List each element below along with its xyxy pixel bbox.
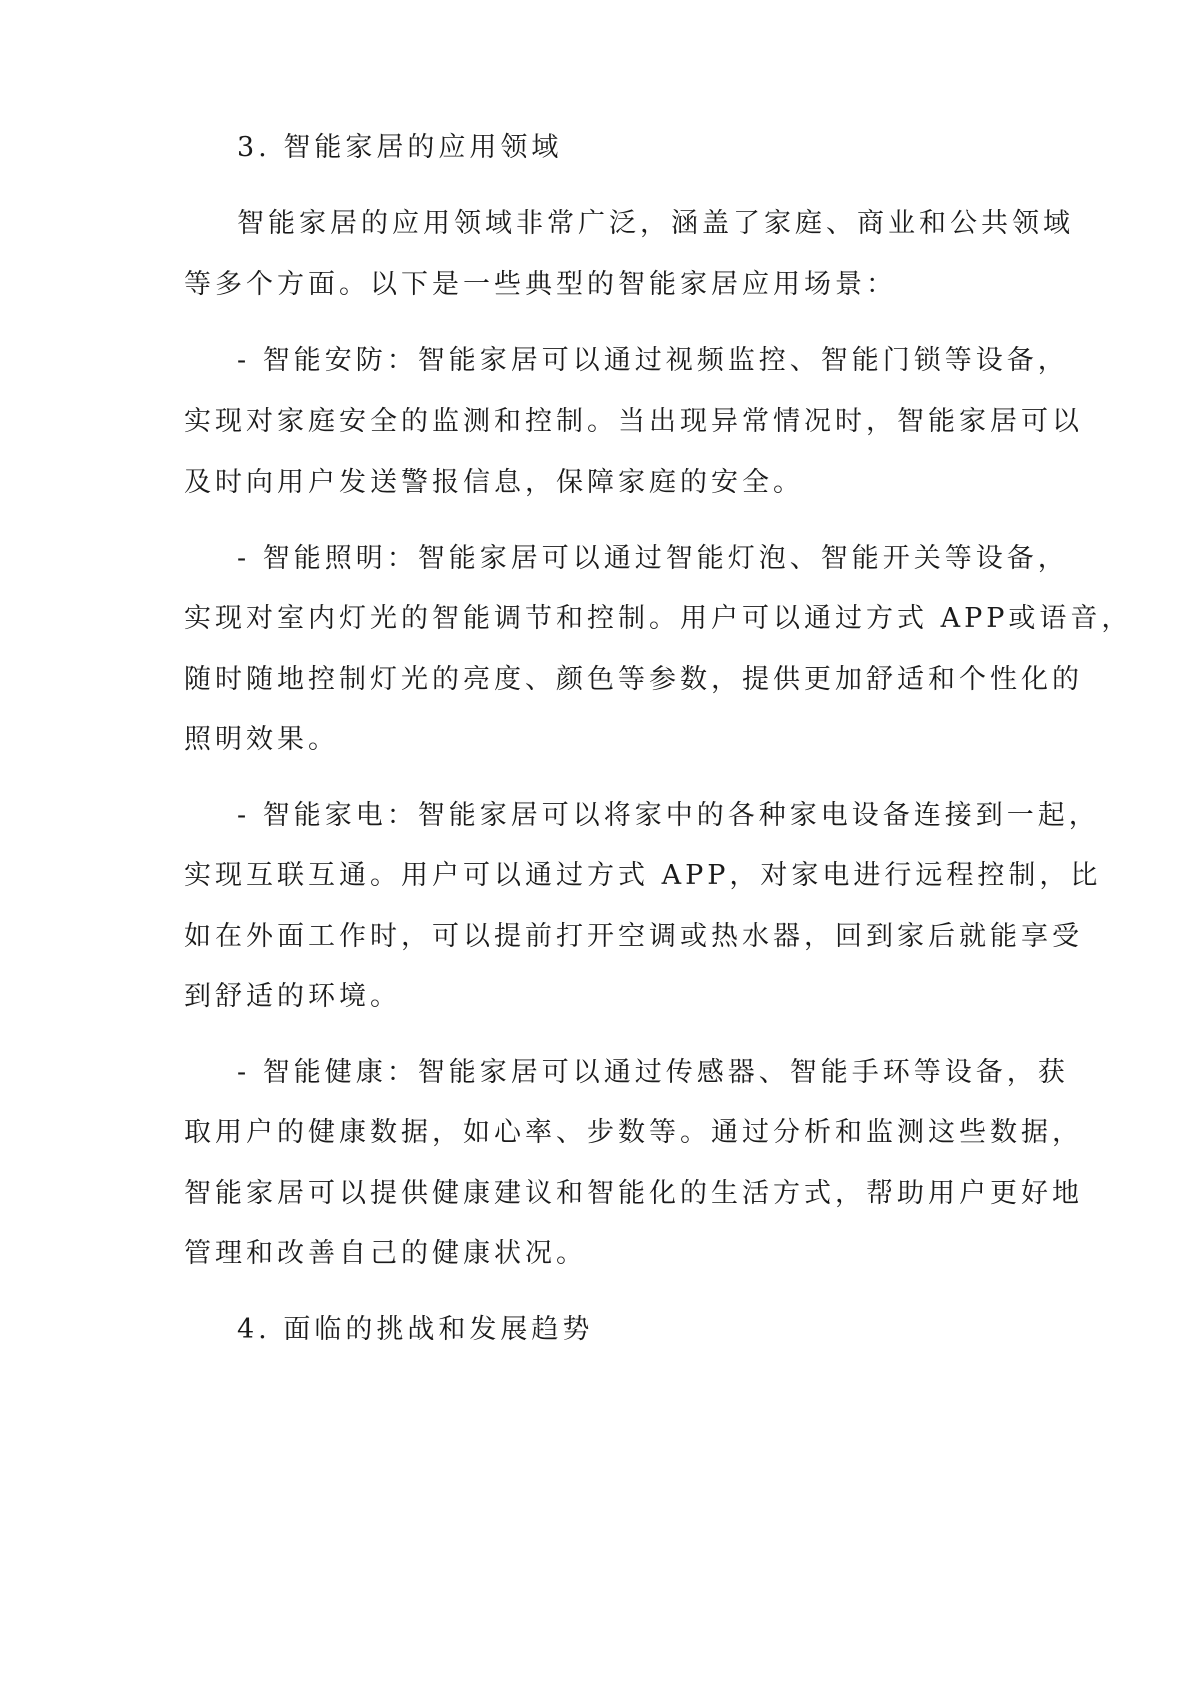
paragraph-line: 随时随地控制灯光的亮度、颜色等参数，提供更加舒适和个性化的	[184, 664, 1083, 695]
paragraph-line: 智能家居可以提供健康建议和智能化的生活方式，帮助用户更好地	[184, 1178, 1083, 1209]
section-heading-4: 4. 面临的挑战和发展趋势	[237, 1314, 594, 1345]
paragraph-line: - 智能家电：智能家居可以将家中的各种家电设备连接到一起，	[237, 800, 1100, 831]
paragraph-line: 及时向用户发送警报信息，保障家庭的安全。	[184, 467, 804, 498]
paragraph-line: 管理和改善自己的健康状况。	[184, 1238, 587, 1269]
paragraph-line: 智能家居的应用领域非常广泛，涵盖了家庭、商业和公共领域	[237, 208, 1074, 239]
paragraph-line: 实现对室内灯光的智能调节和控制。用户可以通过方式 APP或语音，	[184, 603, 1133, 634]
paragraph-line: 照明效果。	[184, 724, 339, 755]
paragraph-line: - 智能健康：智能家居可以通过传感器、智能手环等设备，获	[237, 1057, 1069, 1088]
paragraph-line: 到舒适的环境。	[184, 981, 401, 1012]
section-heading-3: 3. 智能家居的应用领域	[237, 132, 563, 163]
paragraph-line: - 智能照明：智能家居可以通过智能灯泡、智能开关等设备，	[237, 543, 1069, 574]
paragraph-line: 等多个方面。以下是一些典型的智能家居应用场景：	[184, 269, 897, 300]
paragraph-line: - 智能安防：智能家居可以通过视频监控、智能门锁等设备，	[237, 345, 1069, 376]
paragraph-line: 实现对家庭安全的监测和控制。当出现异常情况时，智能家居可以	[184, 406, 1083, 437]
paragraph-line: 取用户的健康数据，如心率、步数等。通过分析和监测这些数据，	[184, 1117, 1083, 1148]
paragraph-line: 实现互联互通。用户可以通过方式 APP，对家电进行远程控制，比	[184, 860, 1102, 891]
paragraph-line: 如在外面工作时，可以提前打开空调或热水器，回到家后就能享受	[184, 921, 1083, 952]
